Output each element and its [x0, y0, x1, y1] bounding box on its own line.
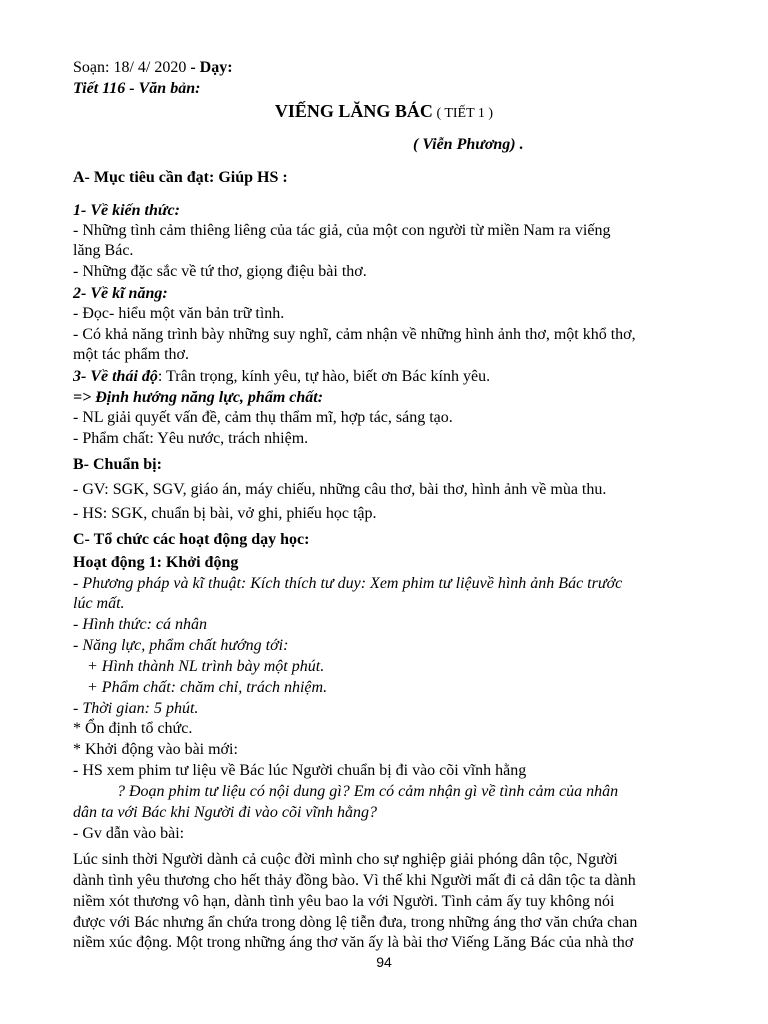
knowledge-heading: 1- Về kiến thức:: [73, 202, 180, 219]
knowledge-item: - Những tình cảm thiêng liêng của tác giả, của một con người từ miền Nam ra viếng: [73, 222, 611, 239]
section-b-heading: B- Chuẩn bị:: [73, 456, 162, 473]
question-line: ? Đoạn phim tư liệu có nội dung gì? Em có cảm nhận gì về tình cảm của nhân: [117, 783, 619, 800]
title-main: VIẾNG LĂNG BÁC: [274, 101, 433, 121]
intro-paragraph-line: Lúc sinh thời Người dành cả cuộc đời mình cho sự nghiệp giải phóng dân tộc, Người: [73, 851, 618, 868]
intro-paragraph-line: niềm xót thương vô hạn, dành tình yêu bao la với Người. Tình cảm ấy tuy không nói: [73, 893, 615, 910]
attitude-heading: 3- Về thái độ: [73, 368, 158, 385]
soan-date: 18/ 4/ 2020: [113, 59, 187, 76]
time-line: - Thời gian: 5 phút.: [73, 700, 199, 717]
method-line-cont: lúc mất.: [73, 595, 125, 612]
page-number: 94: [376, 954, 392, 970]
competency-target-item: + Phẩm chất: chăm chỉ, trách nhiệm.: [87, 679, 328, 696]
skills-heading: 2- Về kĩ năng:: [73, 285, 168, 302]
activity-1-heading: Hoạt động 1: Khởi động: [73, 554, 239, 571]
warmup-line: * Khởi động vào bài mới:: [73, 741, 238, 758]
section-c-heading: C- Tổ chức các hoạt động dạy học:: [73, 531, 310, 548]
intro-paragraph-line: niềm xúc động. Một trong những áng thơ văn ấy là bài thơ Viếng Lăng Bác của nhà thơ: [73, 934, 634, 951]
author-line: ( Viễn Phương) .: [413, 136, 524, 153]
soan-label: Soạn:: [73, 59, 114, 76]
question-line-cont: dân ta với Bác khi Người đi vào cõi vĩnh hằng?: [73, 804, 377, 821]
intro-paragraph-line: được với Bác nhưng ẩn chứa trong dòng lệ tiễn đưa, trong những áng thơ văn chứa chan: [73, 914, 638, 931]
intro-paragraph-line: dành tình yêu thương cho hết thảy đồng bào. Vì thế khi Người mất đi cả dân tộc ta dành: [73, 872, 636, 889]
orientation-heading: => Định hướng năng lực, phẩm chất:: [73, 389, 324, 406]
title-sub: ( TIẾT 1 ): [432, 106, 494, 121]
student-prep: - HS: SGK, chuẩn bị bài, vở ghi, phiếu học tập.: [73, 505, 377, 522]
lesson-title: [0, 100, 768, 125]
teacher-intro-line: - Gv dẫn vào bài:: [73, 825, 185, 842]
competency-target-line: - Năng lực, phẩm chất hướng tới:: [73, 637, 289, 654]
competency-item: - NL giải quyết vấn đề, cảm thụ thẩm mĩ, hợp tác, sáng tạo.: [73, 409, 453, 426]
knowledge-item-cont: lăng Bác.: [73, 242, 134, 259]
lesson-number: Tiết 116 - Văn bản:: [73, 80, 201, 97]
video-line: - HS xem phim tư liệu về Bác lúc Người chuẩn bị đi vào cõi vĩnh hằng: [73, 762, 527, 779]
competency-target-item: + Hình thành NL trình bày một phút.: [87, 658, 325, 675]
knowledge-item: - Những đặc sắc về tứ thơ, giọng điệu bài thơ.: [73, 263, 367, 280]
skills-item-cont: một tác phẩm thơ.: [73, 346, 189, 363]
section-a-heading: A- Mục tiêu cần đạt: Giúp HS :: [73, 169, 288, 186]
soan-line: [73, 58, 233, 78]
method-line: - Phương pháp và kĩ thuật: Kích thích tư duy: Xem phim tư liệuvề hình ảnh Bác trước: [73, 575, 623, 592]
day-label: - Dạy:: [186, 59, 233, 76]
attitude-line: [73, 367, 490, 387]
teacher-prep: - GV: SGK, SGV, giáo án, máy chiếu, những câu thơ, bài thơ, hình ảnh về mùa thu.: [73, 481, 607, 498]
form-line: - Hình thức: cá nhân: [73, 616, 208, 633]
skills-item: - Có khả năng trình bày những suy nghĩ, cảm nhận về những hình ảnh thơ, một khổ thơ,: [73, 326, 636, 343]
skills-item: - Đọc- hiểu một văn bản trữ tình.: [73, 305, 285, 322]
quality-item: - Phẩm chất: Yêu nước, trách nhiệm.: [73, 430, 309, 447]
attitude-text: : Trân trọng, kính yêu, tự hào, biết ơn Bác kính yêu.: [157, 368, 491, 385]
organize-line: * Ổn định tổ chức.: [73, 720, 193, 737]
